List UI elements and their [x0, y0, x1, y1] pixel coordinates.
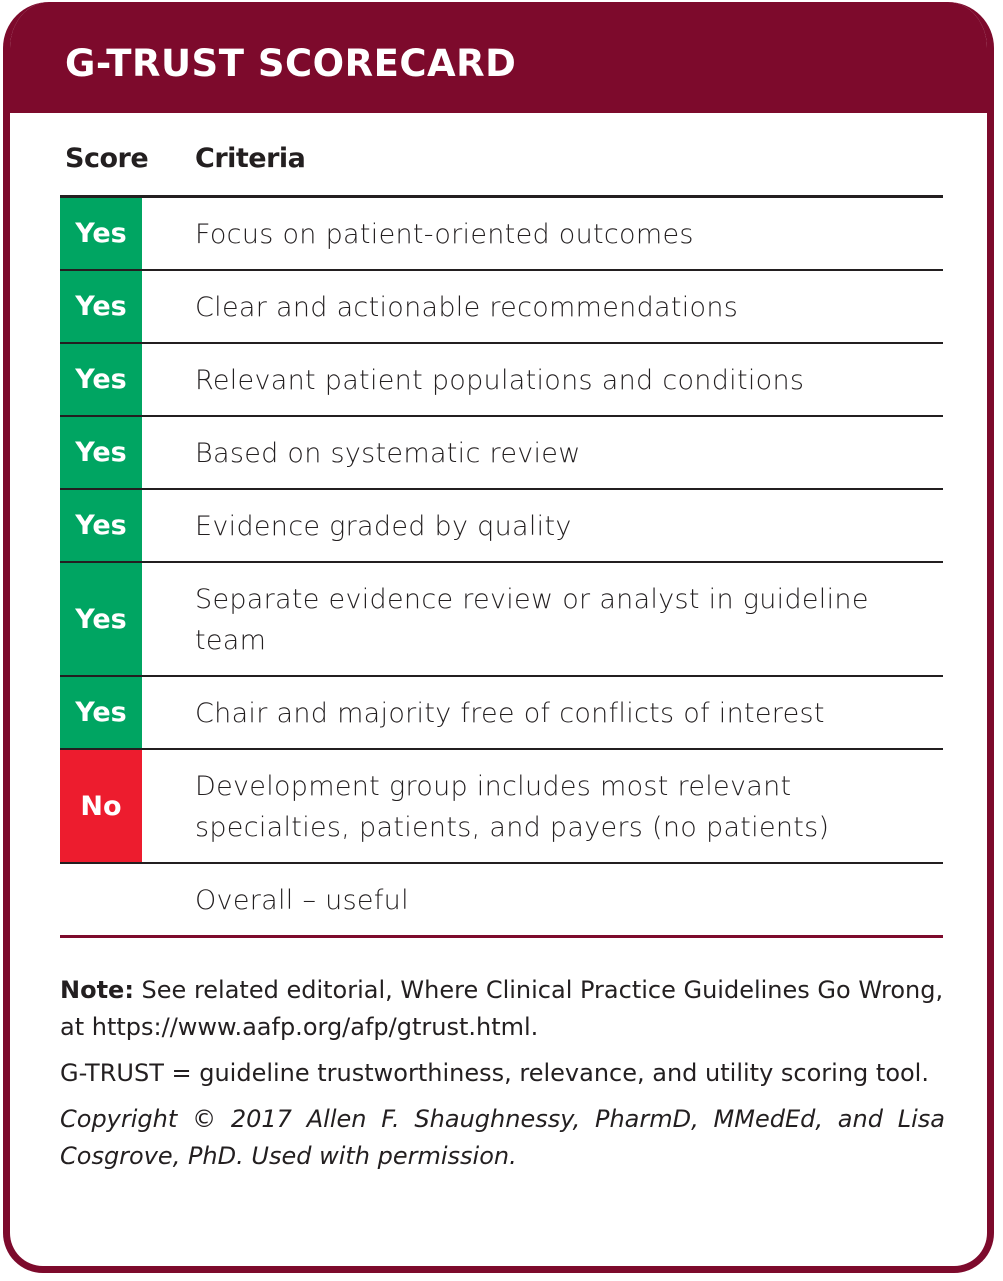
criteria-text: Relevant patient populations and conditions	[195, 365, 805, 396]
scorecard-card	[3, 2, 994, 1273]
scorecard-title: G-TRUST SCORECARD	[65, 42, 517, 85]
note-text: See related editorial, Where Clinical Practice Guidelines Go Wrong, at https://www.aafp.org/afp/gtrust.html.	[60, 976, 944, 1041]
column-header-score: Score	[65, 143, 149, 174]
criteria-text: Development group includes most relevant specialties, patients, and payers (no patients)	[195, 771, 830, 843]
scorecard-table	[60, 113, 943, 938]
criteria-text: Evidence graded by quality	[195, 511, 572, 542]
overall-text: Overall – useful	[195, 885, 409, 916]
criteria-text: Chair and majority free of conflicts of interest	[195, 698, 825, 729]
score-badge-yes: Yes	[60, 417, 142, 488]
score-badge-yes: Yes	[60, 490, 142, 561]
table-row	[60, 198, 943, 271]
score-badge-yes: Yes	[60, 198, 142, 269]
criteria-text: Based on systematic review	[195, 438, 581, 469]
score-empty	[60, 864, 142, 935]
score-badge-yes: Yes	[60, 344, 142, 415]
table-row	[60, 750, 943, 864]
score-badge-yes: Yes	[60, 563, 142, 675]
score-badge-no: No	[60, 750, 142, 862]
table-row	[60, 677, 943, 750]
criteria-text: Separate evidence review or analyst in guideline team	[195, 584, 869, 656]
copyright-paragraph: Copyright © 2017 Allen F. Shaughnessy, PharmD, MMedEd, and Lisa Cosgrove, PhD. Used with permission.	[60, 1105, 945, 1170]
note-label: Note:	[60, 976, 134, 1004]
criteria-text: Clear and actionable recommendations	[195, 292, 739, 323]
table-row-overall	[60, 864, 943, 938]
footnotes	[60, 972, 945, 1184]
table-row	[60, 490, 943, 563]
column-header-criteria: Criteria	[195, 143, 306, 174]
note-paragraph	[60, 972, 945, 1046]
table-row	[60, 344, 943, 417]
score-badge-yes: Yes	[60, 271, 142, 342]
scorecard-header	[10, 2, 987, 113]
criteria-text: Focus on patient-oriented outcomes	[195, 219, 694, 250]
table-row	[60, 271, 943, 344]
definition-paragraph: G-TRUST = guideline trustworthiness, relevance, and utility scoring tool.	[60, 1059, 929, 1087]
table-row	[60, 563, 943, 677]
table-header	[60, 113, 943, 198]
score-badge-yes: Yes	[60, 677, 142, 748]
table-row	[60, 417, 943, 490]
